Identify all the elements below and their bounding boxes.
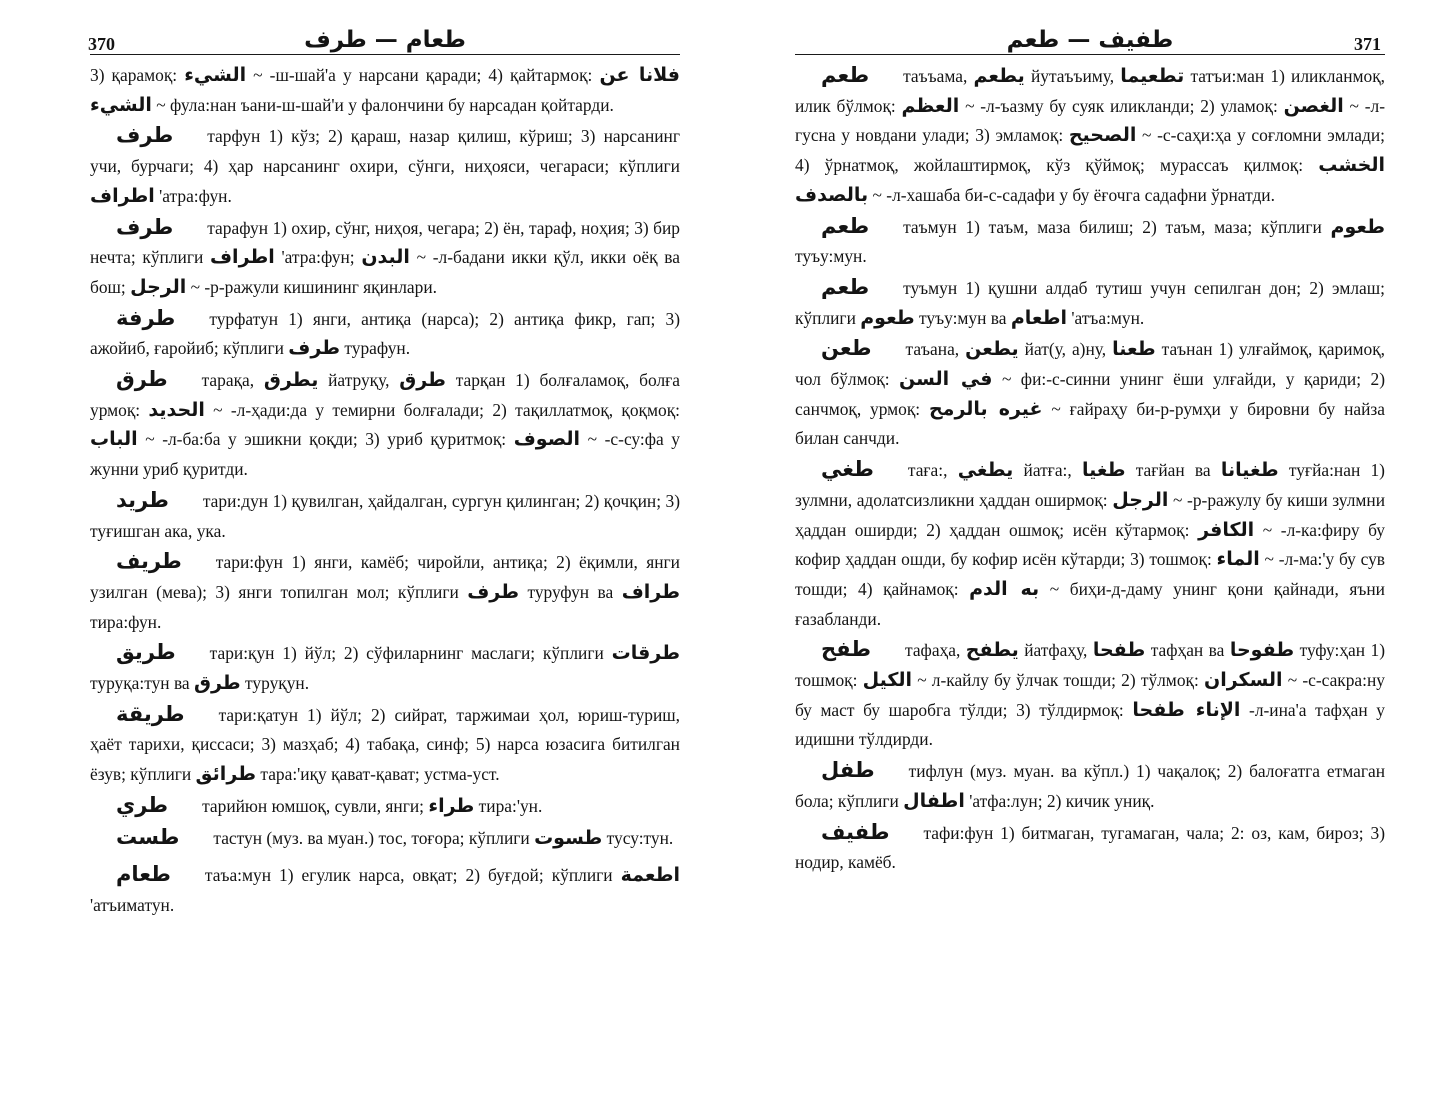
arabic-word: طراء	[428, 794, 475, 817]
arabic-word: يطرق	[263, 369, 319, 392]
arabic-word: فلانا عن الشيء	[90, 64, 680, 116]
arabic-word: في السن	[899, 368, 993, 391]
arabic-word: يطغي	[957, 459, 1014, 482]
arabic-word: الصوف	[513, 428, 581, 451]
arabic-word: الإناء طفحا	[1132, 698, 1241, 721]
entry-headword: طريف	[116, 549, 182, 574]
arabic-word: اطعمة	[620, 864, 680, 887]
arabic-word: طرقات	[611, 642, 680, 665]
arabic-word: يطفح	[965, 639, 1019, 662]
arabic-word: طغيا	[1081, 459, 1126, 482]
arabic-word: الصحيح	[1068, 124, 1137, 147]
arabic-word: به الدم	[969, 577, 1040, 600]
arabic-word: اطفال	[903, 789, 965, 812]
dictionary-entry	[795, 273, 1385, 333]
arabic-word: الماء	[1216, 548, 1260, 571]
entry-definition: тағa:, يطغي йатға:, طغيا тағйан ва طغيانا туғйа:нан 1) зулмни, адолатсизликни ҳаддан оширмоқ: الرجل ~ -р-ражулу бу киши зулмни ҳаддан оширди; 2) ҳаддан ошмоқ; исён кўтармоқ: الكافر ~ -л-ка:фиру бу кофир ҳаддан ошди, бу кофир исён кўтарди; 3) тошмоқ: الماء ~ -л-ма:'у бу сув тошди; 4) қайнамоқ: به الدم ~ биҳи-д-даму унинг қони қайнади, яъни ғазабланди.	[795, 459, 1385, 629]
entry-headword: طعن	[821, 336, 872, 361]
arabic-word: الكافر	[1198, 518, 1255, 541]
arabic-word: الباب	[90, 428, 138, 451]
dictionary-entry	[795, 455, 1385, 634]
entry-headword: طرق	[116, 367, 168, 392]
arabic-word: الخشب بالصدف	[795, 154, 1385, 206]
arabic-word: الحديد	[148, 398, 205, 421]
entry-headword: طريد	[116, 487, 169, 512]
entry-headword: طفح	[821, 637, 872, 662]
arabic-word: الرجل	[130, 275, 187, 298]
entry-headword: طفل	[821, 758, 875, 783]
arabic-word: طعوم	[1330, 215, 1385, 238]
entry-definition: тарфун 1) кўз; 2) қараш, назар қилиш, кўриш; 3) нарсанинг учи, бурчаги; 4) ҳар нарсанинг охири, сўнги, ниҳояси, чегараси; кўплиги اطراف 'атра:фун.	[90, 126, 680, 207]
right-page-number: 371	[1354, 34, 1381, 54]
dictionary-entry	[795, 334, 1385, 454]
entry-headword: طرف	[116, 214, 174, 239]
entry-definition: тари:дун 1) қувилган, ҳайдалган, сургун қилинган; 2) қочқин; 3) туғишган ака, ука.	[90, 490, 680, 541]
entry-definition: тари:қун 1) йўл; 2) сўфиларнинг маслаги; кўплиги طرقات туруқа:тун ва طرق туруқун.	[90, 642, 680, 695]
entry-definition: тарийюн юмшоқ, сувли, янги; طراء тира:'ун.	[202, 794, 543, 817]
right-page-entries	[795, 61, 1385, 878]
dictionary-entry	[90, 860, 680, 920]
arabic-word: طغيانا	[1220, 459, 1279, 482]
entry-definition: таъана, يطعن йат(у, а)ну, طعنا таънан 1) улғаймоқ, қаримоқ, чол бўлмоқ: في السن ~ фи:-с-синни унинг ёши улғайди, у қариди; 2) санчмоқ, урмоқ: غيره بالرمح ~ ғайраҳу би-р-румҳи у бировни бу найза билан санчди.	[795, 338, 1385, 449]
arabic-word: يطعم	[973, 65, 1025, 87]
dictionary-entry	[90, 547, 680, 637]
entry-definition: тафаҳа, يطفح йатфаҳу, طفحا тафҳан ва طفوحا туфу:ҳан 1) тошмоқ: الكيل ~ л-кайлу бу ўлчак тошди; 2) тўлмоқ: السكران ~ -с-сакра:ну бу маст бу шаробга тўлди; 3) тўлдирмоқ: الإناء طفحا -л-ина'а тафҳан у идишни тўлдирди.	[795, 639, 1386, 750]
entry-headword: طريقة	[116, 701, 185, 726]
entry-headword: طغي	[821, 457, 874, 482]
entry-headword: طعام	[116, 862, 171, 887]
arabic-word: السكران	[1203, 669, 1283, 692]
dictionary-entry	[90, 791, 680, 822]
entry-definition: 3) қарамоқ: الشيء ~ -ш-шай'а у нарсани қаради; 4) қайтармоқ: فلانا عن الشيء ~ фула:нан ъани-ш-шай'и у фалончини бу нарсадан қойтарди.	[90, 64, 680, 116]
arabic-word: طفوحا	[1229, 639, 1295, 662]
dictionary-entry	[90, 304, 680, 364]
arabic-word: غيره بالرمح	[928, 397, 1043, 420]
arabic-word: طرق	[399, 369, 446, 392]
entry-headword: طست	[116, 824, 180, 849]
dictionary-entry	[90, 638, 680, 698]
left-page-entries	[90, 61, 680, 921]
arabic-word: العظم	[901, 94, 960, 117]
arabic-word: تطعيما	[1120, 65, 1185, 87]
dictionary-entry	[90, 700, 680, 790]
entry-definition: тафи:фун 1) битмаган, тугамаган, чала; 2: оз, кам, бироз; 3) нодир, камёб.	[795, 822, 1385, 873]
dictionary-entry	[795, 61, 1385, 211]
dictionary-entry	[795, 212, 1385, 272]
arabic-word: طراف	[621, 580, 680, 603]
entry-definition: тари:қатун 1) йўл; 2) сийрат, таржимаи ҳол, юриш-туриш, ҳаёт тарихи, қиссаси; 3) мазҳаб; 4) табақа, синф; 5) нарса юзасига битилган ёзув; кўплиги طرائق тара:'иқу қават-қават; устма-уст.	[90, 704, 680, 786]
arabic-word: طرف	[467, 580, 520, 603]
dictionary-entry	[795, 756, 1385, 816]
entry-headword: طعم	[821, 63, 870, 87]
arabic-word: طسوت	[534, 826, 603, 849]
left-page	[90, 22, 680, 922]
entry-definition: тифлун (муз. муан. ва кўпл.) 1) чақалоқ; 2) балоғатга етмаган бола; кўплиги اطفال 'атфа:лун; 2) кичик униқ.	[795, 761, 1385, 812]
arabic-word: اطراف	[90, 184, 155, 207]
dictionary-entry	[795, 635, 1385, 755]
dictionary-entry	[90, 486, 680, 546]
arabic-word: الغصن	[1283, 94, 1344, 117]
entry-definition: тарақа, يطرق йатруқу, طرق тарқан 1) болғаламоқ, болға урмоқ: الحديد ~ -л-ҳади:да у темирни болғалади; 2) тақиллатмоқ, қоқмоқ: الباب ~ -л-ба:ба у эшикни қоқди; 3) уриб қуритмоқ: الصوف ~ -с-су:фа у жунни уриб қуритди.	[90, 369, 680, 480]
arabic-word: طرف	[288, 337, 341, 360]
entry-definition: туъмун 1) қушни алдаб тутиш учун сепилган дон; 2) эмлаш; кўплиги طعوم туъу:мун ва اطعام 'атъа:мун.	[795, 277, 1385, 329]
right-page-header	[795, 22, 1385, 55]
arabic-word: يطعن	[965, 338, 1019, 361]
entry-definition: таъа:мун 1) егулик нарса, овқат; 2) буғдой; кўплиги اطعمة 'атъиматун.	[90, 864, 680, 915]
dictionary-entry	[90, 365, 680, 485]
entry-definition: тастун (муз. ва муан.) тос, тоғора; кўплиги طسوت тусу:тун.	[213, 826, 674, 849]
arabic-word: طعوم	[860, 306, 915, 329]
left-page-number: 370	[88, 34, 115, 54]
dictionary-entry	[90, 121, 680, 211]
entry-definition: тарафун 1) охир, сўнг, ниҳоя, чегара; 2) ён, тараф, ноҳия; 3) бир нечта; кўплиги اطراف 'атра:фун; البدن ~ -л-бадани икки қўл, икки оёқ ва бош; الرجل ~ -р-ражули кишининг яқинлари.	[90, 217, 681, 298]
arabic-word: اطراف	[209, 246, 275, 269]
entry-definition: таъъама, يطعم йутаъъиму, تطعيما татъи:ман 1) иликланмоқ, илик бўлмоқ: العظم ~ -л-ъазму бу суяк иликланди; 2) уламоқ: الغصن ~ -л-гусна у новдани улади; 3) эмламоқ: الصحيح ~ -с-саҳи:ҳа у соғломни эмлади; 4) ўрнатмоқ, жойлаштирмоқ, кўз қўймоқ; мурассаъ қилмоқ: الخشب بالصدف ~ -л-хашаба би-с-садафи у бу ёғочга садафни ўрнатди.	[795, 65, 1385, 206]
dictionary-entry	[795, 818, 1385, 878]
arabic-word: الشيء	[184, 64, 247, 86]
left-page-title: طعام — طرف	[304, 27, 466, 53]
arabic-word: طرق	[194, 672, 241, 695]
entry-headword: طعم	[821, 213, 870, 238]
arabic-word: طرائق	[195, 763, 257, 786]
left-page-header	[90, 22, 680, 55]
dictionary-entry	[90, 61, 680, 120]
entry-headword: طعم	[821, 274, 870, 299]
arabic-word: طفحا	[1092, 639, 1146, 662]
right-page-title: طفيف — طعم	[1006, 27, 1174, 53]
entry-definition: тари:фун 1) янги, камёб; чиройли, антиқа; 2) ёқимли, янги узилган (мева); 3) янги топилган мол; кўплиги طرف туруфун ва طراف тира:фун.	[90, 552, 680, 632]
entry-headword: طرفة	[116, 305, 176, 330]
right-page	[795, 22, 1385, 879]
arabic-word: الرجل	[1112, 488, 1169, 511]
arabic-word: الكيل	[862, 669, 913, 692]
entry-headword: طري	[116, 792, 169, 817]
entry-definition: турфатун 1) янги, антиқа (нарса); 2) антиқа фикр, гап; 3) ажойиб, ғаройиб; кўплиги طرف турафун.	[90, 308, 680, 360]
arabic-word: طعنا	[1112, 338, 1156, 361]
arabic-word: اطعام	[1010, 306, 1068, 329]
dictionary-entry	[90, 213, 680, 303]
dictionary-entry	[90, 823, 680, 854]
entry-headword: طريق	[116, 640, 176, 665]
entry-headword: طرف	[116, 123, 174, 148]
entry-definition: таъмун 1) таъм, маза билиш; 2) таъм, маза; кўплиги طعوم туъу:мун.	[795, 215, 1385, 267]
arabic-word: البدن	[361, 246, 410, 269]
entry-headword: طفيف	[821, 819, 890, 844]
